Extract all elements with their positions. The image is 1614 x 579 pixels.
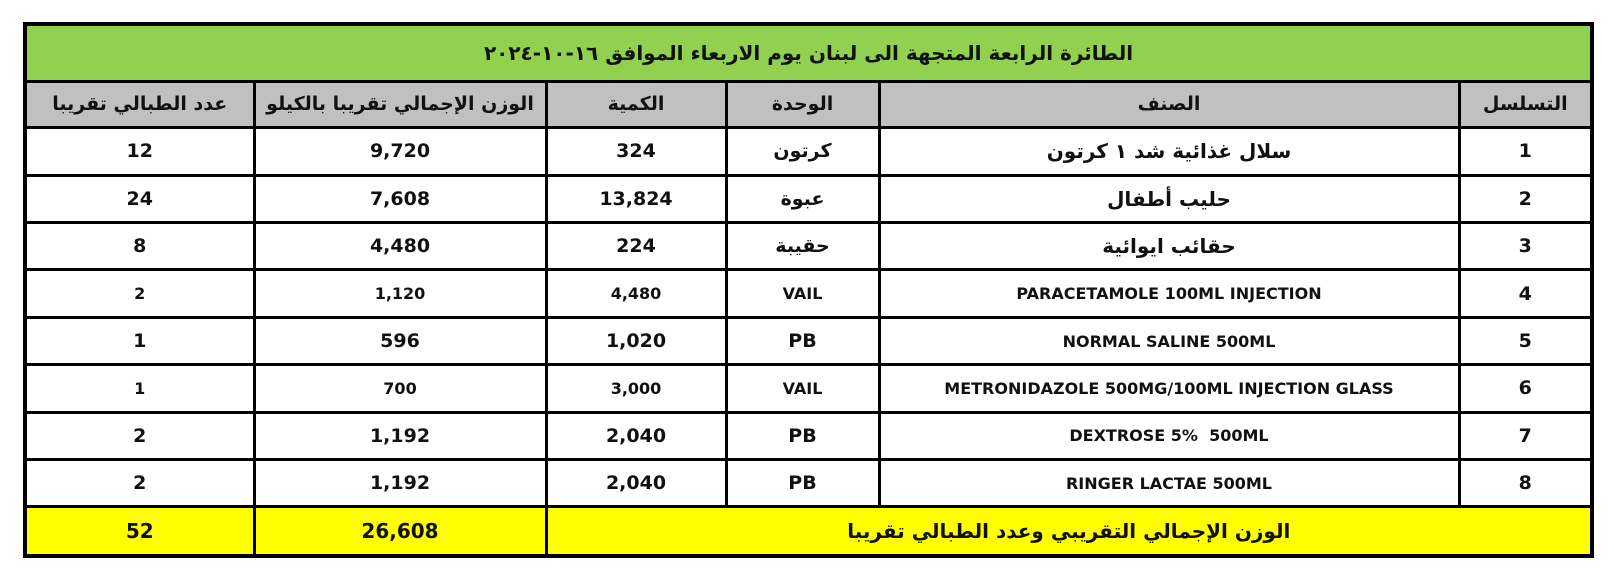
cell-serial: 1 — [1459, 128, 1592, 175]
cell-quantity: 3,000 — [546, 365, 726, 412]
header-serial: التسلسل — [1459, 81, 1592, 127]
cell-weight: 700 — [254, 365, 546, 412]
cell-unit: PB — [726, 460, 879, 507]
cell-unit: حقيبة — [726, 222, 879, 269]
cell-weight: 1,120 — [254, 270, 546, 317]
cell-quantity: 1,020 — [546, 317, 726, 364]
cell-quantity: 224 — [546, 222, 726, 269]
cell-serial: 4 — [1459, 270, 1592, 317]
cell-pallets: 2 — [25, 460, 254, 507]
cell-unit: كرتون — [726, 128, 879, 175]
table-row — [25, 175, 1592, 222]
header-unit: الوحدة — [726, 81, 879, 127]
header-weight: الوزن الإجمالي تقريبا بالكيلو — [254, 81, 546, 127]
total-pallets: 52 — [25, 507, 254, 556]
cell-pallets: 1 — [25, 365, 254, 412]
cell-item: PARACETAMOLE 100ML INJECTION — [879, 270, 1459, 317]
table-row — [25, 317, 1592, 364]
cell-item: METRONIDAZOLE 500MG/100ML INJECTION GLASS — [879, 365, 1459, 412]
cell-item: RINGER LACTAE 500ML — [879, 460, 1459, 507]
title-row — [25, 24, 1592, 81]
cell-pallets: 2 — [25, 270, 254, 317]
cell-serial: 5 — [1459, 317, 1592, 364]
header-row — [25, 81, 1592, 127]
cell-serial: 7 — [1459, 412, 1592, 459]
cell-unit: VAIL — [726, 365, 879, 412]
cell-pallets: 2 — [25, 412, 254, 459]
cell-item: حليب أطفال — [879, 175, 1459, 222]
cell-serial: 8 — [1459, 460, 1592, 507]
cell-quantity: 324 — [546, 128, 726, 175]
cell-weight: 1,192 — [254, 412, 546, 459]
header-pallets: عدد الطبالي تقريبا — [25, 81, 254, 127]
table-row — [25, 270, 1592, 317]
total-weight: 26,608 — [254, 507, 546, 556]
table-row — [25, 365, 1592, 412]
cell-pallets: 8 — [25, 222, 254, 269]
total-row — [25, 507, 1592, 556]
cell-serial: 2 — [1459, 175, 1592, 222]
cell-weight: 4,480 — [254, 222, 546, 269]
cell-unit: VAIL — [726, 270, 879, 317]
cell-weight: 9,720 — [254, 128, 546, 175]
cell-weight: 596 — [254, 317, 546, 364]
cell-unit: عبوة — [726, 175, 879, 222]
cell-item: سلال غذائية شد ١ كرتون — [879, 128, 1459, 175]
total-label: الوزن الإجمالي التقريبي وعدد الطبالي تقريبا — [546, 507, 1592, 556]
cell-pallets: 1 — [25, 317, 254, 364]
cell-quantity: 2,040 — [546, 460, 726, 507]
cell-quantity: 4,480 — [546, 270, 726, 317]
cell-item: DEXTROSE 5% 500ML — [879, 412, 1459, 459]
cell-serial: 6 — [1459, 365, 1592, 412]
cell-weight: 7,608 — [254, 175, 546, 222]
table-row — [25, 222, 1592, 269]
header-item: الصنف — [879, 81, 1459, 127]
table-row — [25, 128, 1592, 175]
shipment-table — [23, 22, 1594, 558]
cell-item: حقائب ايوائية — [879, 222, 1459, 269]
cell-pallets: 12 — [25, 128, 254, 175]
cell-unit: PB — [726, 317, 879, 364]
cell-serial: 3 — [1459, 222, 1592, 269]
cell-item: NORMAL SALINE 500ML — [879, 317, 1459, 364]
cell-quantity: 2,040 — [546, 412, 726, 459]
cell-weight: 1,192 — [254, 460, 546, 507]
cell-quantity: 13,824 — [546, 175, 726, 222]
table-title: الطائرة الرابعة المتجهة الى لبنان يوم الاربعاء الموافق ١٦-١٠-٢٠٢٤ — [25, 24, 1592, 81]
table-row — [25, 412, 1592, 459]
table-row — [25, 460, 1592, 507]
cell-unit: PB — [726, 412, 879, 459]
cell-pallets: 24 — [25, 175, 254, 222]
header-quantity: الكمية — [546, 81, 726, 127]
